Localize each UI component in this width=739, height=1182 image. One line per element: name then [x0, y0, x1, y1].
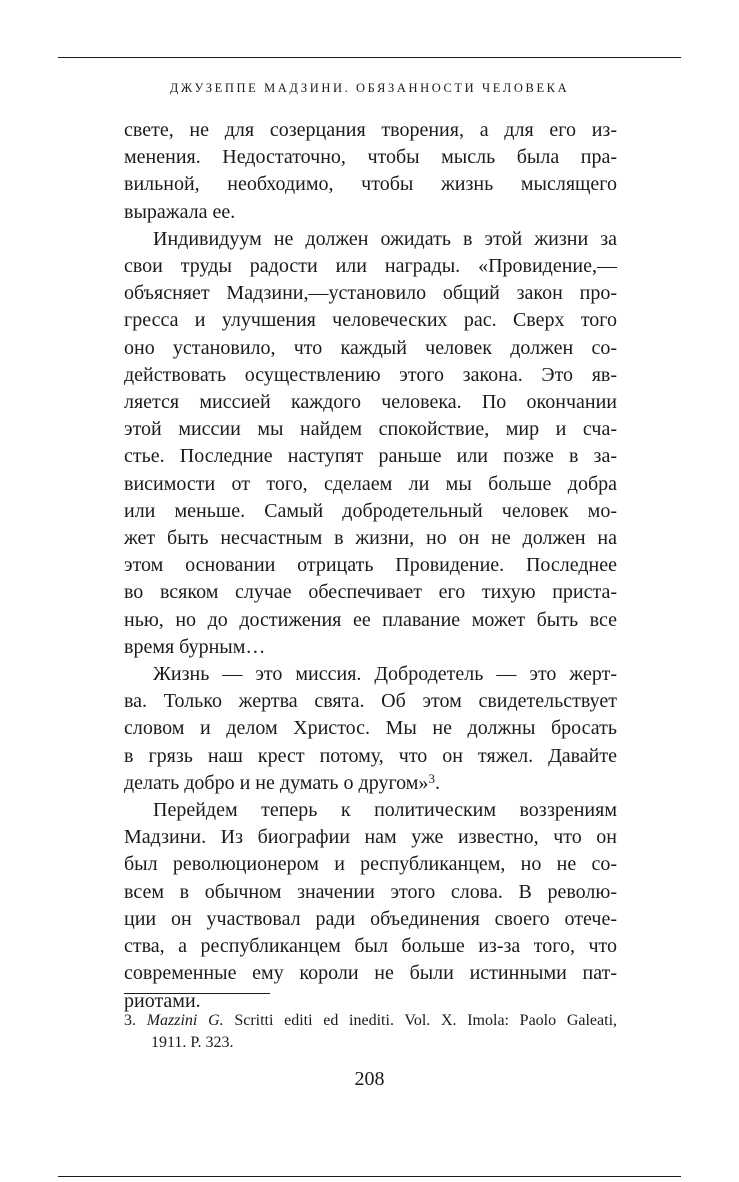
text-line: ства, а республиканцем был больше из-за того, что	[124, 935, 617, 958]
footnote-number: 3.	[124, 1012, 136, 1029]
footnote	[124, 1010, 618, 1054]
page-number: 208	[354, 1068, 385, 1090]
paragraph-1	[124, 117, 617, 226]
text-line: Мадзини. Из биографии нам уже известно, что он	[124, 826, 617, 849]
text-line: был революционером и республиканцем, но не со-	[124, 853, 617, 876]
paragraph-2	[124, 226, 617, 661]
text-line: объясняет Мадзини,—установило общий закон про-	[124, 282, 617, 305]
body-text	[124, 117, 617, 1015]
text-line: вильной, необходимо, чтобы жизнь мыслящего	[124, 173, 617, 196]
text-line: свои труды радости или награды. «Провидение,—	[124, 255, 617, 278]
text-line: Жизнь — это миссия. Добродетель — это жерт-	[153, 663, 617, 686]
text-line: Перейдем теперь к политическим воззрениям	[153, 799, 617, 822]
text-line: этом основании отрицать Провидение. Последнее	[124, 554, 617, 577]
text-line: время бурным…	[124, 635, 266, 658]
text-line: всем в обычном значении этого слова. В револю-	[124, 880, 617, 903]
end-punctuation: .	[434, 771, 440, 794]
text-line: свете, не для созерцания творения, а для его из-	[124, 119, 617, 141]
text-line: гресса и улучшения человеческих рас. Сверх того	[124, 309, 617, 332]
footnote-author: Mazzini G.	[146, 1012, 224, 1029]
text-line: оно установило, что каждый человек должен со-	[124, 336, 617, 359]
top-rule	[58, 57, 681, 58]
running-head: ДЖУЗЕППЕ МАДЗИНИ. ОБЯЗАННОСТИ ЧЕЛОВЕКА	[169, 81, 570, 95]
text-line: Индивидуум не должен ожидать в этой жизни за	[153, 227, 617, 250]
bottom-rule	[58, 1176, 681, 1177]
text-line: словом и делом Христос. Мы не должны бросать	[124, 717, 617, 740]
text-line: этой миссии мы найдем спокойствие, мир и сча-	[124, 418, 617, 441]
footnote-line	[124, 1010, 617, 1032]
footnote-rule	[124, 993, 270, 994]
text-line: риотами.	[124, 989, 201, 1012]
text-line: или меньше. Самый добродетельный человек мо-	[124, 499, 617, 522]
text-line: менения. Недостаточно, чтобы мысль была пра-	[124, 146, 617, 169]
text-line: современные ему короли не были истинными пат-	[124, 962, 617, 985]
text-line: ции он участвовал ради объединения своего отече-	[124, 907, 617, 930]
text-line: ва. Только жертва свята. Об этом свидетельствует	[124, 690, 617, 713]
text-line: в грязь наш крест потому, что он тяжел. Давайте	[124, 744, 617, 767]
paragraph-4	[124, 797, 617, 1015]
text-line: висимости от того, сделаем ли мы больше добра	[124, 472, 617, 495]
footnote-text: Scritti editi ed inediti. Vol. X. Imola: Paolo Galeati,	[234, 1012, 618, 1029]
text-line: стье. Последние наступят раньше или позже в за-	[124, 445, 617, 468]
paragraph-3	[124, 661, 617, 797]
text-line-content: делать добро и не думать о другом»	[124, 771, 429, 794]
text-line: нью, но до достижения ее плавание может быть все	[124, 608, 617, 631]
text-line: выражала ее.	[124, 200, 236, 223]
footnote-line: 1911. P. 323.	[151, 1034, 234, 1051]
footnote-ref: 3	[428, 770, 435, 786]
text-line: во всяком случае обеспечивает его тихую приста-	[124, 581, 617, 604]
text-line: действовать осуществлению этого закона. Это яв-	[124, 363, 617, 386]
text-line	[124, 770, 617, 797]
text-line: жет быть несчастным в жизни, но он не должен на	[124, 527, 617, 550]
text-line: ляется миссией каждого человека. По окончании	[124, 391, 617, 414]
